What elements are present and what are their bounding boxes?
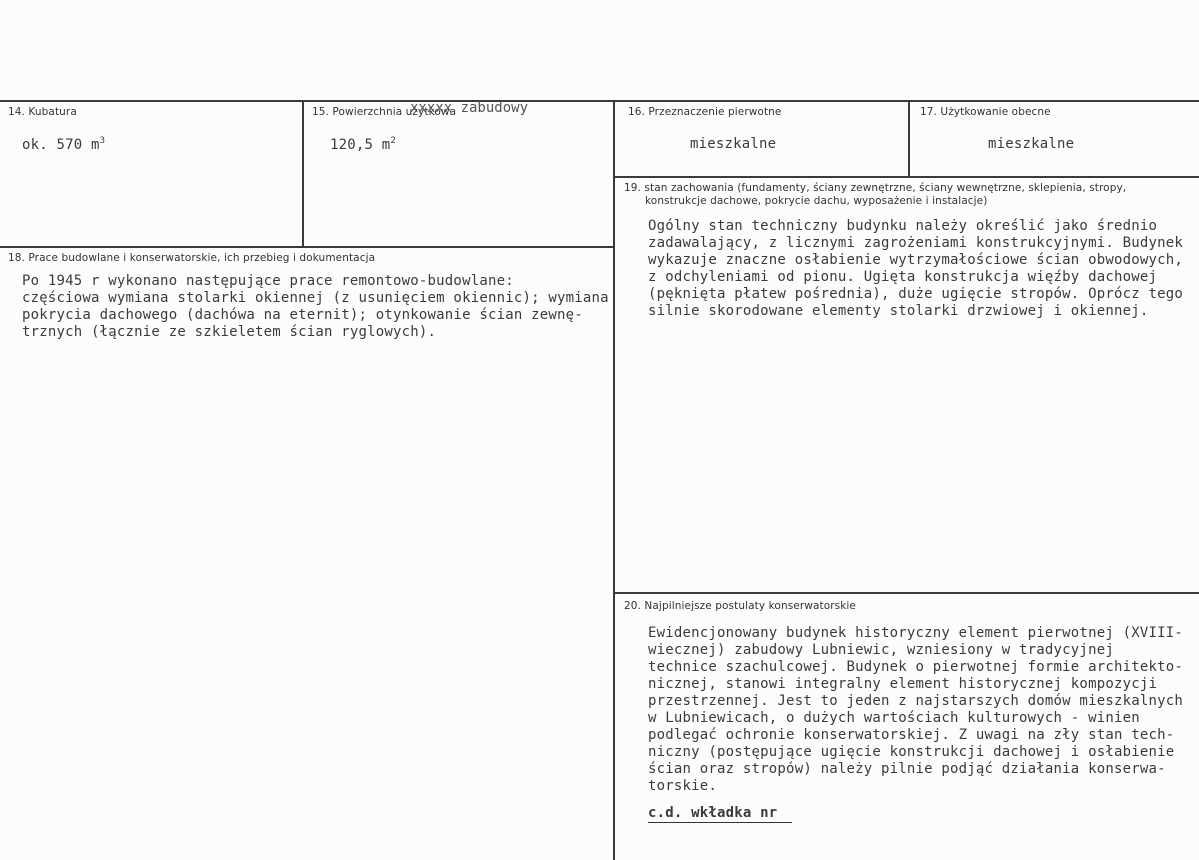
kubatura-value: ok. 570 m (22, 137, 100, 153)
field-19-line: z odchyleniami od pionu. Ugięta konstrukcja więźby dachowej (648, 269, 1158, 285)
field-20-line: nicznej, stanowi integralny element historycznej kompozycji (648, 676, 1158, 692)
field-20-line: podlegać ochronie konserwatorskiej. Z uwagi na zły stan tech- (648, 727, 1175, 743)
field-20-line: technice szachulcowej. Budynek o pierwotnej formie architekto- (648, 659, 1183, 675)
field-20-line: niczny (postępujące ugięcie konstrukcji dachowej i osłabienie (648, 744, 1175, 760)
field-20-line: przestrzennej. Jest to jeden z najstarszych domów mieszkalnych (648, 693, 1183, 709)
field-20-label: 20. Najpilniejsze postulaty konserwatorskie (624, 600, 856, 612)
field-18-line: pokrycia dachowego (dachówa na eternit); otynkowanie ścian zewnę- (22, 307, 583, 323)
field-18-line: Po 1945 r wykonano następujące prace remontowo-budowlane: (22, 273, 514, 289)
field-20-line: Ewidencjonowany budynek historyczny element pierwotnej (XVIII- (648, 625, 1183, 641)
field-19-line: Ogólny stan techniczny budynku należy określić jako średnio (648, 218, 1158, 234)
divider-16-17 (908, 100, 910, 176)
continuation-note: c.d. wkładka nr (648, 805, 778, 821)
rule-18-top (0, 246, 614, 248)
rule-16-17-bottom (613, 176, 1199, 178)
field-14-value (22, 136, 105, 153)
field-19-line: zadawalający, z licznymi zagrożeniami konstrukcyjnymi. Budynek (648, 235, 1183, 251)
field-15-label: 15. Powierzchnia użytkowa (312, 106, 457, 118)
field-20-line: ścian oraz stropów) należy pilnie podjąć działania konserwa- (648, 761, 1166, 777)
field-16-value: mieszkalne (690, 136, 777, 152)
powierzchnia-unit-sup: 2 (390, 136, 397, 146)
field-18-text (22, 273, 609, 341)
top-rule (0, 100, 1199, 102)
field-16-label: 16. Przeznaczenie pierwotne (628, 106, 782, 118)
field-20-line: torskie. (648, 778, 718, 794)
continuation-underline (648, 822, 792, 823)
field-19-label-line1: 19. stan zachowania (fundamenty, ściany zewnętrzne, ściany wewnętrzne, sklepienia, stropy, (624, 182, 1127, 194)
field-19-text (648, 218, 1183, 320)
field-20-line: w Lubniewicach, o dużych wartościach kulturowych - winien (648, 710, 1140, 726)
rule-20-top (613, 592, 1199, 594)
divider-left-top (302, 100, 304, 246)
field-19-line: silnie skorodowane elementy stolarki drzwiowej i okiennej. (648, 303, 1149, 319)
field-19-label-line2: konstrukcje dachowe, pokrycie dachu, wyposażenie i instalacje) (645, 195, 988, 207)
field-18-line: trznych (łącznie ze szkieletem ścian ryglowych). (22, 324, 437, 340)
field-18-line: częściowa wymiana stolarki okiennej (z usunięciem okiennic); wymiana (22, 290, 609, 306)
field-18-label: 18. Prace budowlane i konserwatorskie, ich przebieg i dokumentacja (8, 252, 376, 264)
field-19-line: (pęknięta płatew pośrednia), duże ugięcie stropów. Oprócz tego (648, 286, 1183, 302)
field-19-line: wykazuje znaczne osłabienie wytrzymałościowe ścian obwodowych, (648, 252, 1183, 268)
divider-center (613, 100, 615, 860)
powierzchnia-value: 120,5 m (330, 137, 391, 153)
field-20-text (648, 625, 1183, 795)
field-14-label: 14. Kubatura (8, 106, 77, 118)
field-17-value: mieszkalne (988, 136, 1075, 152)
field-20-line: wiecznej) zabudowy Lubniewic, wzniesiony w tradycyjnej (648, 642, 1114, 658)
field-15-overtype: xxxxx zabudowy (410, 100, 529, 116)
field-15-value (330, 136, 396, 153)
kubatura-unit-sup: 3 (99, 136, 106, 146)
field-17-label: 17. Użytkowanie obecne (920, 106, 1051, 118)
